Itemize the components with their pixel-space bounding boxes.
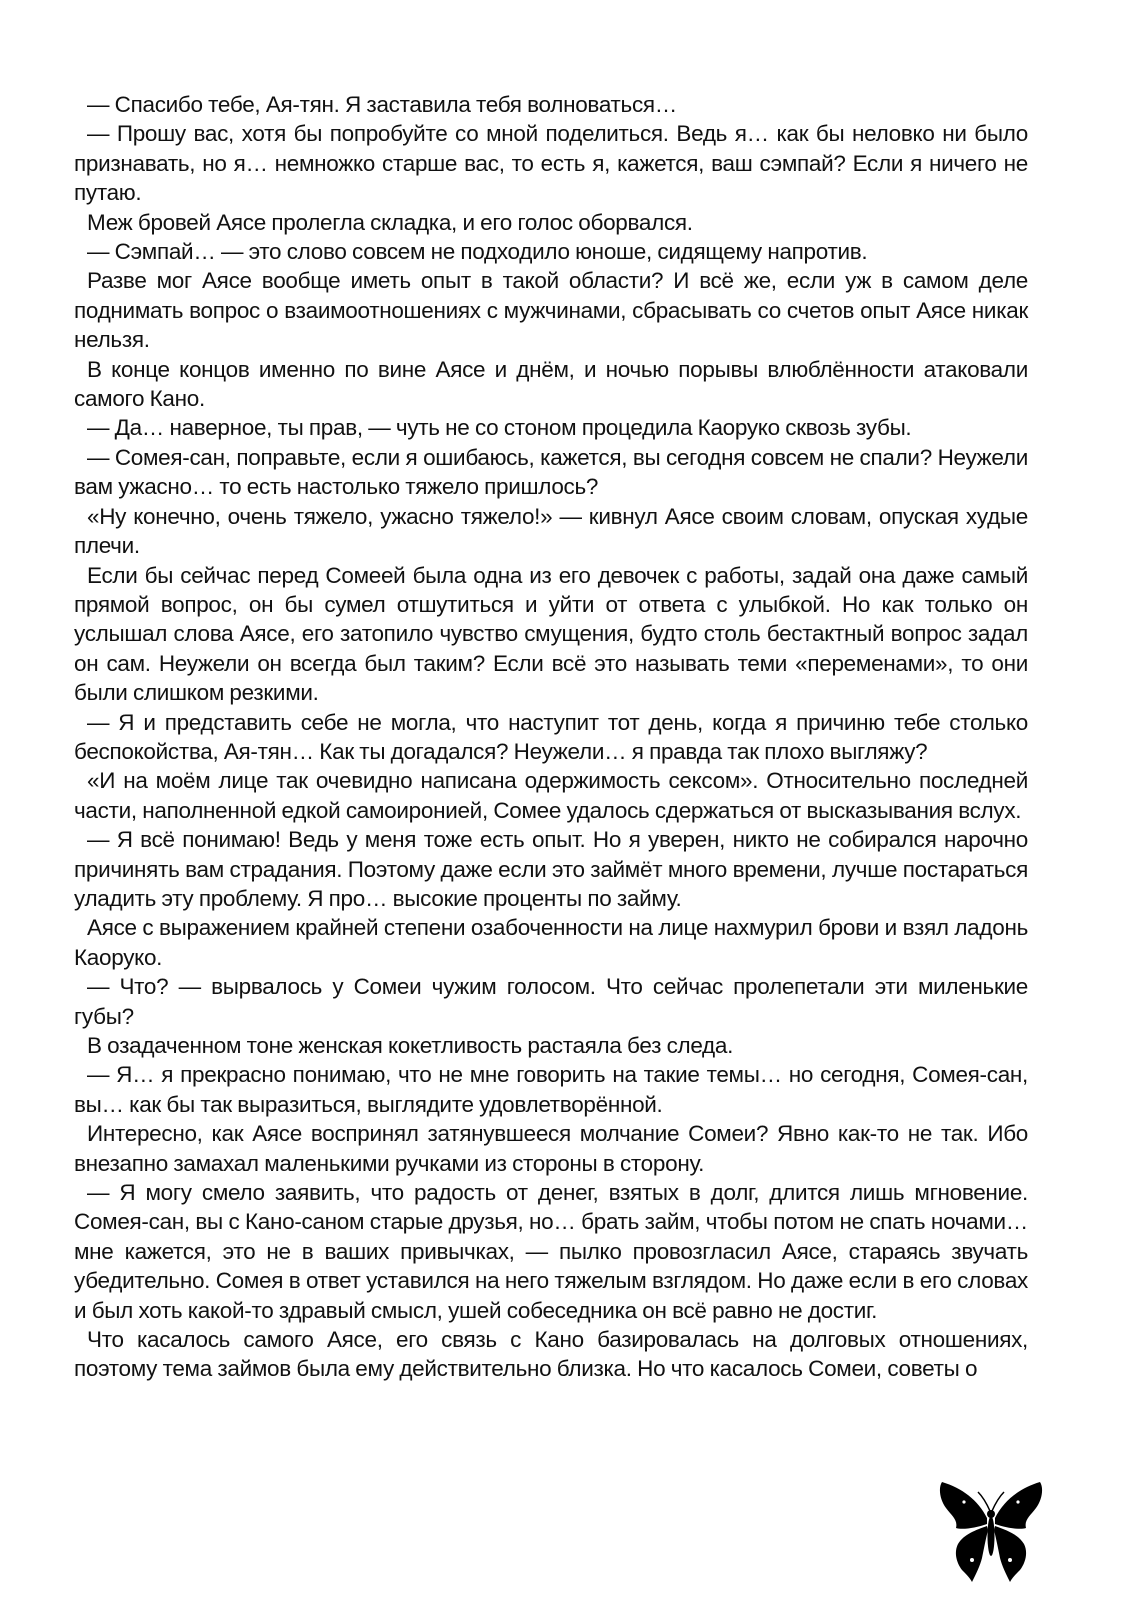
paragraph-4: — Сэмпай… — это слово совсем не подходило юноше, сидящему напротив. bbox=[87, 239, 868, 265]
paragraph-8: — Сомея-сан, поправьте, если я ошибаюсь, кажется, вы сегодня совсем не спали? Неужели вам ужасно… то есть настолько тяжело пришлось? bbox=[74, 444, 1028, 500]
paragraph-13: — Я всё понимаю! Ведь у меня тоже есть опыт. Но я уверен, никто не собирался нарочно причинять вам страдания. Поэтому даже если это займёт много времени, лучше постараться уладить эту проблему. Я про… высокие проценты по займу. bbox=[74, 827, 1028, 911]
paragraph-3: Меж бровей Аясе пролегла складка, и его голос оборвался. bbox=[87, 209, 693, 235]
paragraph-11: — Я и представить себе не могла, что наступит тот день, когда я причиню тебе столько беспокойства, Ая-тян… Как ты догадался? Неужели… я правда так плохо выгляжу? bbox=[74, 709, 1028, 764]
paragraph-19: — Я могу смело заявить, что радость от денег, взятых в долг, длится лишь мгновение. Сомея-сан, вы с Кано-саном старые друзья, но… брать займ, чтобы потом не спать ночами… мне кажется, это не в ваших привычках, — пылко провозгласил Аясе, стараясь звучать убедительно. Сомея в ответ уставился на него тяжелым взглядом. Но даже если в его словах и был хоть какой-то здравый смысл, ушей собеседника он всё равно не достиг. bbox=[74, 1180, 1028, 1323]
paragraph-12: «И на моём лице так очевидно написана одержимость сексом». Относительно последней части, наполненной едкой самоиронией, Сомее удалось сдержаться от высказывания вслух. bbox=[74, 768, 1028, 823]
paragraph-5: Разве мог Аясе вообще иметь опыт в такой области? И всё же, если уж в самом деле поднимать вопрос о взаимоотношениях с мужчинами, сбрасывать со счетов опыт Аясе никак нельзя. bbox=[74, 268, 1028, 353]
paragraph-10: Если бы сейчас перед Сомеей была одна из его девочек с работы, задай она даже самый прямой вопрос, он бы сумел отшутиться и уйти от ответа с улыбкой. Но как только он услышал слова Аясе, его затопило чувство смущения, будто столь бестактный вопрос задал он сам. Неужели он всегда был таким? Если всё это называть теми «переменами», то они были слишком резкими. bbox=[74, 562, 1028, 706]
butterfly-icon bbox=[936, 1478, 1046, 1583]
paragraph-1: — Спасибо тебе, Ая-тян. Я заставила тебя волноваться… bbox=[87, 92, 678, 117]
paragraph-9: «Ну конечно, очень тяжело, ужасно тяжело!» — кивнул Аясе своим словам, опуская худые плечи. bbox=[74, 503, 1028, 559]
paragraph-16: В озадаченном тоне женская кокетливость растаяла без следа. bbox=[87, 1033, 734, 1058]
paragraph-2: — Прошу вас, хотя бы попробуйте со мной поделиться. Ведь я… как бы неловко ни было признавать, но я… немножко старше вас, то есть я, кажется, ваш сэмпай? Если я ничего не путаю. bbox=[74, 121, 1028, 206]
paragraph-20: Что касалось самого Аясе, его связь с Кано базировалась на долговых отношениях, поэтому тема займов была ему действительно близка. Но что касалось Сомеи, советы о bbox=[74, 1327, 1028, 1382]
paragraph-7: — Да… наверное, ты прав, — чуть не со стоном процедила Каоруко сквозь зубы. bbox=[87, 415, 912, 441]
paragraph-15: — Что? — вырвалось у Сомеи чужим голосом. Что сейчас пролепетали эти миленькие губы? bbox=[74, 974, 1028, 1029]
paragraph-18: Интересно, как Аясе воспринял затянувшееся молчание Сомеи? Явно как-то не так. Ибо внезапно замахал маленькими ручками из стороны в сторону. bbox=[74, 1121, 1028, 1176]
page-text bbox=[74, 90, 1028, 1384]
paragraph-6: В конце концов именно по вине Аясе и днём, и ночью порывы влюблённости атаковали самого Кано. bbox=[74, 356, 1028, 412]
paragraph-14: Аясе с выражением крайней степени озабоченности на лице нахмурил брови и взял ладонь Каоруко. bbox=[74, 915, 1028, 970]
paragraph-17: — Я… я прекрасно понимаю, что не мне говорить на такие темы… но сегодня, Сомея-сан, вы… как бы так выразиться, выглядите удовлетворённой. bbox=[74, 1062, 1028, 1117]
